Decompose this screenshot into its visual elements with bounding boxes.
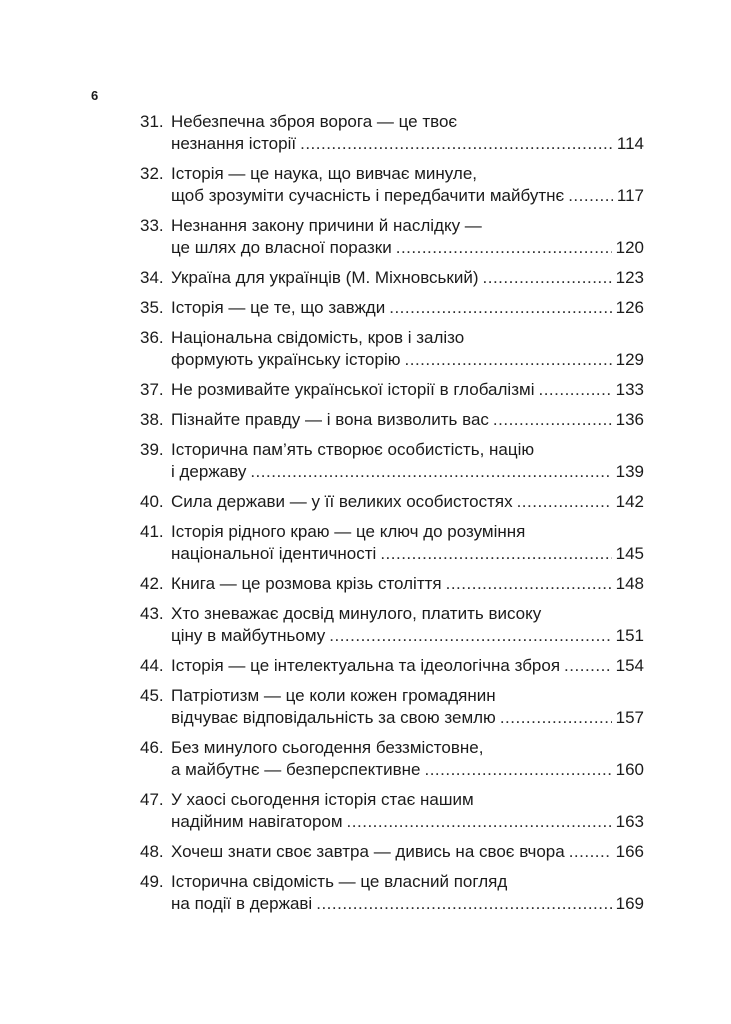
dot-leader xyxy=(300,133,613,155)
toc-entry xyxy=(140,409,644,431)
entry-page-number: 117 xyxy=(616,185,644,205)
entry-page-number: 163 xyxy=(615,811,644,831)
toc-entry xyxy=(140,267,644,289)
toc-entry xyxy=(140,789,644,832)
entry-number: 31. xyxy=(140,112,164,131)
toc-entry xyxy=(140,379,644,401)
entry-page-number: 169 xyxy=(615,893,644,913)
entry-number: 48. xyxy=(140,842,164,861)
entry-title-line2: незнання історії xyxy=(171,133,297,153)
dot-leader xyxy=(347,811,612,833)
toc-entry xyxy=(140,111,644,154)
dot-leader xyxy=(250,461,611,483)
entry-title-line1: Патріотизм — це коли кожен громадянин xyxy=(171,686,496,705)
dot-leader xyxy=(405,349,612,371)
entry-number: 47. xyxy=(140,790,164,809)
entry-title-line2: ціну в майбутньому xyxy=(171,625,326,645)
entry-page-number: 129 xyxy=(615,349,644,369)
entry-number: 46. xyxy=(140,738,164,757)
entry-title: Не розмивайте української історії в глобалізмі xyxy=(171,380,535,399)
dot-leader xyxy=(329,625,611,647)
dot-leader xyxy=(564,655,612,677)
toc-entry xyxy=(140,491,644,513)
toc-entry xyxy=(140,327,644,370)
entry-title-line2: щоб зрозуміти сучасність і передбачити майбутнє xyxy=(171,185,565,205)
entry-number: 33. xyxy=(140,216,164,235)
toc-entry xyxy=(140,655,644,677)
page-number: 6 xyxy=(91,88,99,103)
entry-page-number: 145 xyxy=(615,543,644,563)
dot-leader xyxy=(316,893,611,915)
entry-page-number: 136 xyxy=(615,410,644,429)
entry-number: 32. xyxy=(140,164,164,183)
entry-number: 42. xyxy=(140,574,164,593)
entry-title-line2: формують українську історію xyxy=(171,349,401,369)
entry-page-number: 126 xyxy=(615,298,644,317)
dot-leader xyxy=(569,841,612,863)
entry-title: Пізнайте правду — і вона визволить вас xyxy=(171,410,489,429)
dot-leader xyxy=(568,185,613,207)
toc-entry xyxy=(140,163,644,206)
entry-page-number: 133 xyxy=(615,380,644,399)
entry-page-number: 148 xyxy=(615,574,644,593)
toc-entry xyxy=(140,521,644,564)
dot-leader xyxy=(396,237,612,259)
toc-entry xyxy=(140,215,644,258)
entry-number: 45. xyxy=(140,686,164,705)
dot-leader xyxy=(380,543,611,565)
dot-leader xyxy=(500,707,612,729)
entry-title-line1: Без минулого сьогодення беззмістовне, xyxy=(171,738,484,757)
entry-page-number: 139 xyxy=(615,461,644,481)
entry-number: 43. xyxy=(140,604,164,623)
entry-title-line2: надійним навігатором xyxy=(171,811,343,831)
entry-page-number: 154 xyxy=(615,656,644,675)
entry-title-line1: У хаосі сьогодення історія стає нашим xyxy=(171,790,474,809)
toc-entry xyxy=(140,841,644,863)
entry-number: 37. xyxy=(140,380,164,399)
entry-title-line1: Національна свідомість, кров і залізо xyxy=(171,328,465,347)
entry-title-line1: Історична свідомість — це власний погляд xyxy=(171,872,508,891)
toc-entry xyxy=(140,573,644,595)
entry-number: 38. xyxy=(140,410,164,429)
entry-number: 40. xyxy=(140,492,164,511)
toc-entry xyxy=(140,297,644,319)
toc-entry xyxy=(140,871,644,914)
entry-page-number: 157 xyxy=(615,707,644,727)
entry-title: Історія — це інтелектуальна та ідеологічна зброя xyxy=(171,656,561,675)
toc-entry xyxy=(140,439,644,482)
dot-leader xyxy=(538,379,611,401)
dot-leader xyxy=(483,267,612,289)
entry-number: 44. xyxy=(140,656,164,675)
entry-title-line2: і державу xyxy=(171,461,247,481)
entry-number: 39. xyxy=(140,440,164,459)
entry-title-line2: відчуває відповідальність за свою землю xyxy=(171,707,496,727)
table-of-contents xyxy=(140,111,644,923)
entry-title-line2: на події в державі xyxy=(171,893,313,913)
entry-page-number: 114 xyxy=(616,133,644,153)
entry-number: 41. xyxy=(140,522,164,541)
entry-title-line2: а майбутнє — безперспективне xyxy=(171,759,421,779)
dot-leader xyxy=(389,297,611,319)
entry-title: Книга — це розмова крізь століття xyxy=(171,574,442,593)
entry-title-line1: Історія рідного краю — це ключ до розуміння xyxy=(171,522,526,541)
entry-number: 36. xyxy=(140,328,164,347)
entry-title-line2: національної ідентичності xyxy=(171,543,377,563)
entry-page-number: 166 xyxy=(615,842,644,861)
entry-page-number: 120 xyxy=(615,237,644,257)
entry-title: Історія — це те, що завжди xyxy=(171,298,386,317)
entry-title: Сила держави — у її великих особистостях xyxy=(171,492,513,511)
entry-title-line1: Небезпечна зброя ворога — це твоє xyxy=(171,112,458,131)
dot-leader xyxy=(446,573,612,595)
entry-title: Україна для українців (М. Міхновський) xyxy=(171,268,479,287)
entry-page-number: 123 xyxy=(615,268,644,287)
entry-title-line1: Незнання закону причини й наслідку — xyxy=(171,216,482,235)
entry-page-number: 142 xyxy=(615,492,644,511)
toc-entry xyxy=(140,737,644,780)
entry-number: 49. xyxy=(140,872,164,891)
entry-number: 35. xyxy=(140,298,164,317)
toc-entry xyxy=(140,603,644,646)
entry-title: Хочеш знати своє завтра — дивись на своє вчора xyxy=(171,842,565,861)
entry-page-number: 151 xyxy=(615,625,644,645)
dot-leader xyxy=(424,759,611,781)
entry-title-line1: Історія — це наука, що вивчає минуле, xyxy=(171,164,478,183)
dot-leader xyxy=(493,409,612,431)
dot-leader xyxy=(517,491,612,513)
toc-entry xyxy=(140,685,644,728)
entry-page-number: 160 xyxy=(615,759,644,779)
entry-title-line2: це шлях до власної поразки xyxy=(171,237,392,257)
entry-number: 34. xyxy=(140,268,164,287)
entry-title-line1: Історична пам’ять створює особистість, націю xyxy=(171,440,535,459)
entry-title-line1: Хто зневажає досвід минулого, платить високу xyxy=(171,604,542,623)
